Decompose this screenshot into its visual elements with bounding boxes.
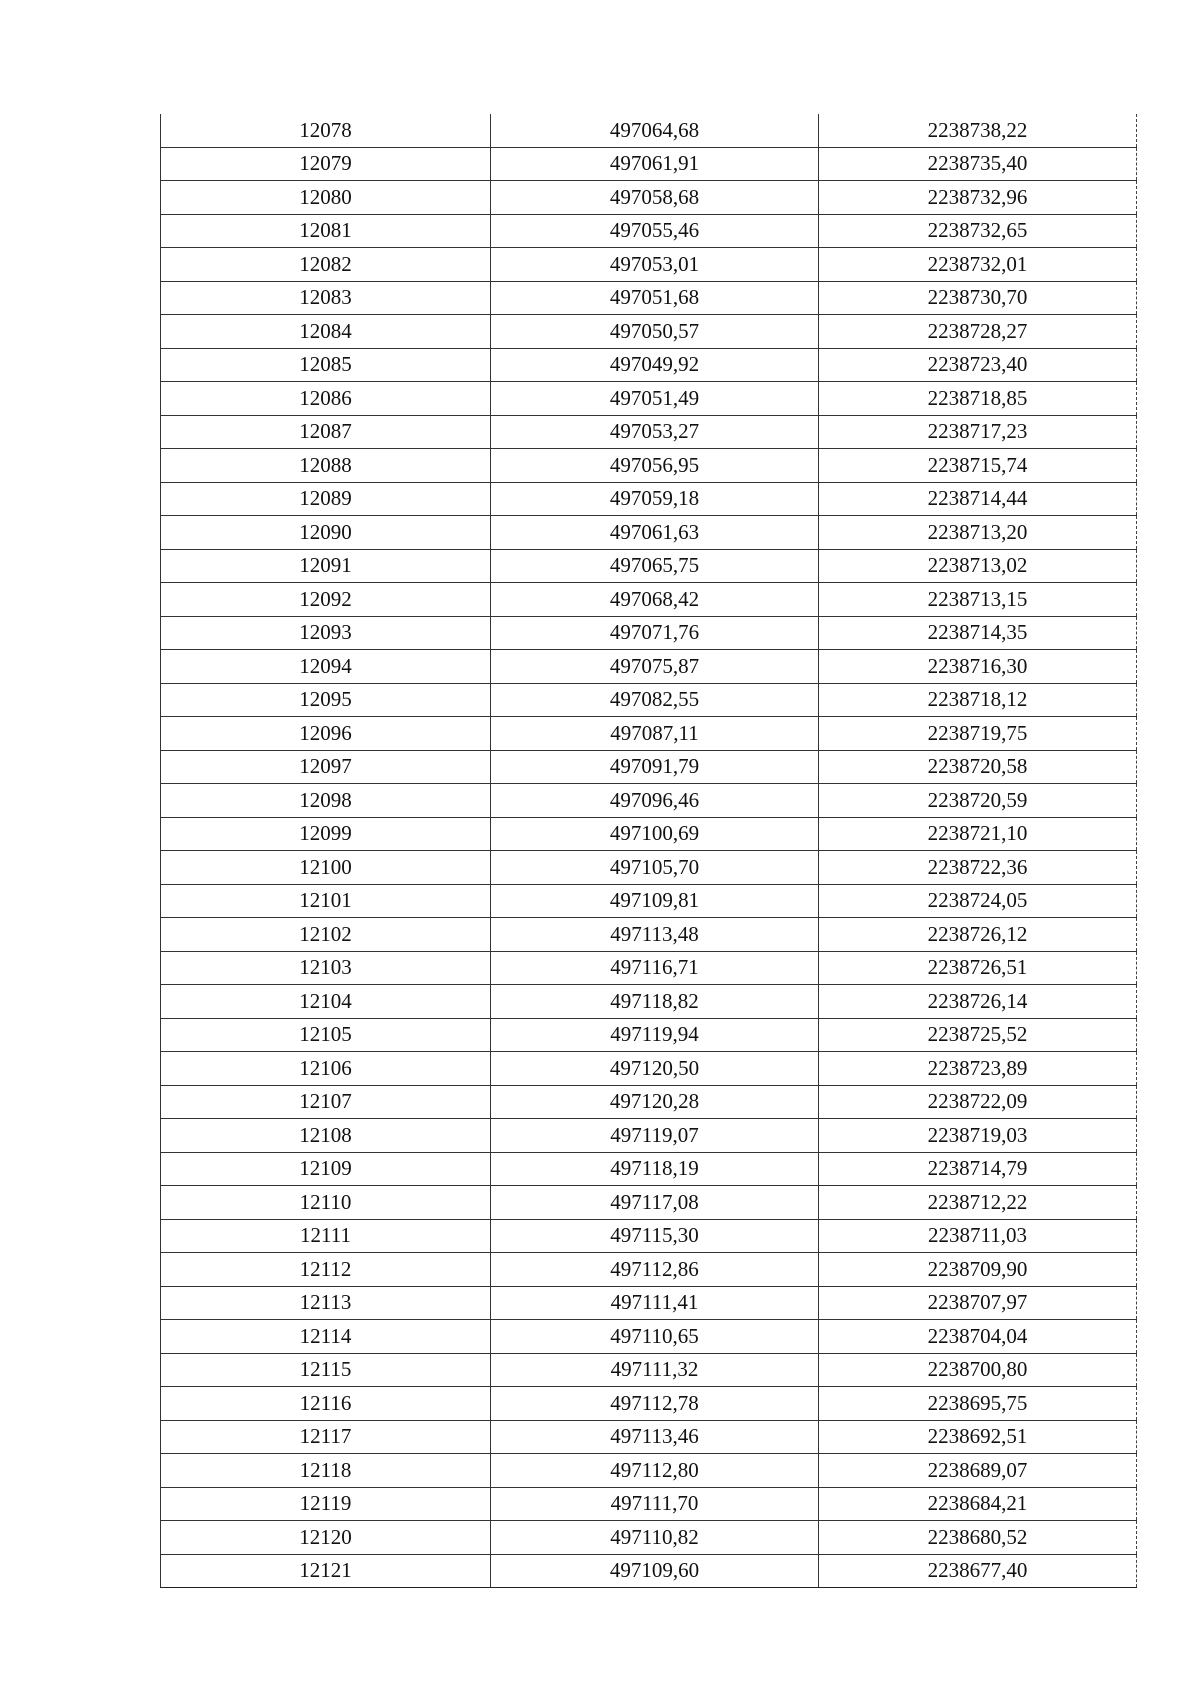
table-row [161,449,1137,483]
table-row [161,315,1137,349]
table-row [161,1554,1137,1588]
y-coordinate-cell: 2238724,05 [819,884,1137,918]
x-coordinate-cell: 497100,69 [491,817,819,851]
y-coordinate-cell: 2238713,15 [819,583,1137,617]
point-number-cell: 12113 [161,1286,491,1320]
point-number-cell: 12090 [161,516,491,550]
x-coordinate-cell: 497064,68 [491,114,819,147]
x-coordinate-cell: 497105,70 [491,851,819,885]
table-row [161,583,1137,617]
point-number-cell: 12094 [161,650,491,684]
y-coordinate-cell: 2238713,20 [819,516,1137,550]
point-number-cell: 12084 [161,315,491,349]
table-row [161,1420,1137,1454]
point-number-cell: 12097 [161,750,491,784]
y-coordinate-cell: 2238723,40 [819,348,1137,382]
y-coordinate-cell: 2238716,30 [819,650,1137,684]
y-coordinate-cell: 2238722,09 [819,1085,1137,1119]
point-number-cell: 12119 [161,1487,491,1521]
y-coordinate-cell: 2238711,03 [819,1219,1137,1253]
point-number-cell: 12114 [161,1320,491,1354]
x-coordinate-cell: 497120,50 [491,1052,819,1086]
y-coordinate-cell: 2238720,58 [819,750,1137,784]
point-number-cell: 12080 [161,181,491,215]
table-row [161,415,1137,449]
x-coordinate-cell: 497082,55 [491,683,819,717]
y-coordinate-cell: 2238722,36 [819,851,1137,885]
point-number-cell: 12079 [161,147,491,181]
y-coordinate-cell: 2238738,22 [819,114,1137,147]
table-row [161,1387,1137,1421]
x-coordinate-cell: 497111,32 [491,1353,819,1387]
point-number-cell: 12082 [161,248,491,282]
table-row [161,516,1137,550]
coordinates-table [160,114,1137,1588]
y-coordinate-cell: 2238707,97 [819,1286,1137,1320]
table-row [161,650,1137,684]
y-coordinate-cell: 2238723,89 [819,1052,1137,1086]
y-coordinate-cell: 2238700,80 [819,1353,1137,1387]
x-coordinate-cell: 497055,46 [491,214,819,248]
table-row [161,482,1137,516]
table-row [161,1085,1137,1119]
point-number-cell: 12105 [161,1018,491,1052]
x-coordinate-cell: 497120,28 [491,1085,819,1119]
y-coordinate-cell: 2238714,35 [819,616,1137,650]
table-row [161,248,1137,282]
y-coordinate-cell: 2238689,07 [819,1454,1137,1488]
table-row [161,1286,1137,1320]
point-number-cell: 12081 [161,214,491,248]
point-number-cell: 12121 [161,1554,491,1588]
y-coordinate-cell: 2238680,52 [819,1521,1137,1555]
y-coordinate-cell: 2238719,03 [819,1119,1137,1153]
table-row [161,382,1137,416]
table-row [161,1320,1137,1354]
x-coordinate-cell: 497111,70 [491,1487,819,1521]
y-coordinate-cell: 2238730,70 [819,281,1137,315]
coordinates-table-body [161,114,1137,1588]
table-row [161,281,1137,315]
x-coordinate-cell: 497053,27 [491,415,819,449]
point-number-cell: 12091 [161,549,491,583]
table-row [161,884,1137,918]
x-coordinate-cell: 497051,49 [491,382,819,416]
y-coordinate-cell: 2238709,90 [819,1253,1137,1287]
x-coordinate-cell: 497117,08 [491,1186,819,1220]
x-coordinate-cell: 497113,48 [491,918,819,952]
table-row [161,1487,1137,1521]
y-coordinate-cell: 2238732,65 [819,214,1137,248]
point-number-cell: 12092 [161,583,491,617]
x-coordinate-cell: 497116,71 [491,951,819,985]
point-number-cell: 12111 [161,1219,491,1253]
x-coordinate-cell: 497058,68 [491,181,819,215]
y-coordinate-cell: 2238714,44 [819,482,1137,516]
y-coordinate-cell: 2238677,40 [819,1554,1137,1588]
x-coordinate-cell: 497115,30 [491,1219,819,1253]
x-coordinate-cell: 497061,91 [491,147,819,181]
table-row [161,851,1137,885]
point-number-cell: 12106 [161,1052,491,1086]
point-number-cell: 12093 [161,616,491,650]
x-coordinate-cell: 497050,57 [491,315,819,349]
x-coordinate-cell: 497112,78 [491,1387,819,1421]
x-coordinate-cell: 497075,87 [491,650,819,684]
table-row [161,114,1137,147]
point-number-cell: 12110 [161,1186,491,1220]
y-coordinate-cell: 2238692,51 [819,1420,1137,1454]
point-number-cell: 12102 [161,918,491,952]
x-coordinate-cell: 497110,82 [491,1521,819,1555]
y-coordinate-cell: 2238715,74 [819,449,1137,483]
y-coordinate-cell: 2238713,02 [819,549,1137,583]
y-coordinate-cell: 2238714,79 [819,1152,1137,1186]
point-number-cell: 12098 [161,784,491,818]
x-coordinate-cell: 497051,68 [491,281,819,315]
table-row [161,1152,1137,1186]
point-number-cell: 12120 [161,1521,491,1555]
point-number-cell: 12117 [161,1420,491,1454]
table-row [161,784,1137,818]
y-coordinate-cell: 2238719,75 [819,717,1137,751]
x-coordinate-cell: 497071,76 [491,616,819,650]
y-coordinate-cell: 2238726,14 [819,985,1137,1019]
point-number-cell: 12107 [161,1085,491,1119]
table-row [161,1219,1137,1253]
point-number-cell: 12115 [161,1353,491,1387]
table-row [161,214,1137,248]
table-row [161,985,1137,1019]
x-coordinate-cell: 497065,75 [491,549,819,583]
point-number-cell: 12104 [161,985,491,1019]
table-row [161,817,1137,851]
x-coordinate-cell: 497109,81 [491,884,819,918]
table-row [161,616,1137,650]
y-coordinate-cell: 2238720,59 [819,784,1137,818]
x-coordinate-cell: 497056,95 [491,449,819,483]
table-row [161,683,1137,717]
point-number-cell: 12089 [161,482,491,516]
x-coordinate-cell: 497096,46 [491,784,819,818]
y-coordinate-cell: 2238735,40 [819,147,1137,181]
point-number-cell: 12085 [161,348,491,382]
table-row [161,717,1137,751]
table-row [161,1119,1137,1153]
point-number-cell: 12108 [161,1119,491,1153]
table-row [161,1521,1137,1555]
point-number-cell: 12096 [161,717,491,751]
x-coordinate-cell: 497068,42 [491,583,819,617]
x-coordinate-cell: 497109,60 [491,1554,819,1588]
x-coordinate-cell: 497049,92 [491,348,819,382]
y-coordinate-cell: 2238712,22 [819,1186,1137,1220]
x-coordinate-cell: 497091,79 [491,750,819,784]
point-number-cell: 12116 [161,1387,491,1421]
y-coordinate-cell: 2238684,21 [819,1487,1137,1521]
table-row [161,951,1137,985]
y-coordinate-cell: 2238717,23 [819,415,1137,449]
point-number-cell: 12095 [161,683,491,717]
x-coordinate-cell: 497110,65 [491,1320,819,1354]
table-row [161,1052,1137,1086]
table-row [161,750,1137,784]
point-number-cell: 12088 [161,449,491,483]
table-row [161,1454,1137,1488]
x-coordinate-cell: 497118,19 [491,1152,819,1186]
y-coordinate-cell: 2238728,27 [819,315,1137,349]
point-number-cell: 12100 [161,851,491,885]
y-coordinate-cell: 2238732,96 [819,181,1137,215]
y-coordinate-cell: 2238695,75 [819,1387,1137,1421]
point-number-cell: 12118 [161,1454,491,1488]
x-coordinate-cell: 497111,41 [491,1286,819,1320]
point-number-cell: 12083 [161,281,491,315]
y-coordinate-cell: 2238721,10 [819,817,1137,851]
point-number-cell: 12078 [161,114,491,147]
y-coordinate-cell: 2238704,04 [819,1320,1137,1354]
table-row [161,1353,1137,1387]
point-number-cell: 12112 [161,1253,491,1287]
x-coordinate-cell: 497053,01 [491,248,819,282]
point-number-cell: 12109 [161,1152,491,1186]
point-number-cell: 12087 [161,415,491,449]
x-coordinate-cell: 497061,63 [491,516,819,550]
y-coordinate-cell: 2238726,12 [819,918,1137,952]
y-coordinate-cell: 2238726,51 [819,951,1137,985]
table-row [161,147,1137,181]
table-row [161,1253,1137,1287]
x-coordinate-cell: 497112,80 [491,1454,819,1488]
y-coordinate-cell: 2238725,52 [819,1018,1137,1052]
table-row [161,1018,1137,1052]
table-row [161,918,1137,952]
table-row [161,549,1137,583]
x-coordinate-cell: 497119,94 [491,1018,819,1052]
x-coordinate-cell: 497113,46 [491,1420,819,1454]
x-coordinate-cell: 497119,07 [491,1119,819,1153]
x-coordinate-cell: 497118,82 [491,985,819,1019]
table-row [161,181,1137,215]
y-coordinate-cell: 2238718,12 [819,683,1137,717]
point-number-cell: 12099 [161,817,491,851]
point-number-cell: 12101 [161,884,491,918]
x-coordinate-cell: 497087,11 [491,717,819,751]
table-row [161,348,1137,382]
point-number-cell: 12086 [161,382,491,416]
y-coordinate-cell: 2238718,85 [819,382,1137,416]
y-coordinate-cell: 2238732,01 [819,248,1137,282]
table-row [161,1186,1137,1220]
x-coordinate-cell: 497112,86 [491,1253,819,1287]
x-coordinate-cell: 497059,18 [491,482,819,516]
point-number-cell: 12103 [161,951,491,985]
